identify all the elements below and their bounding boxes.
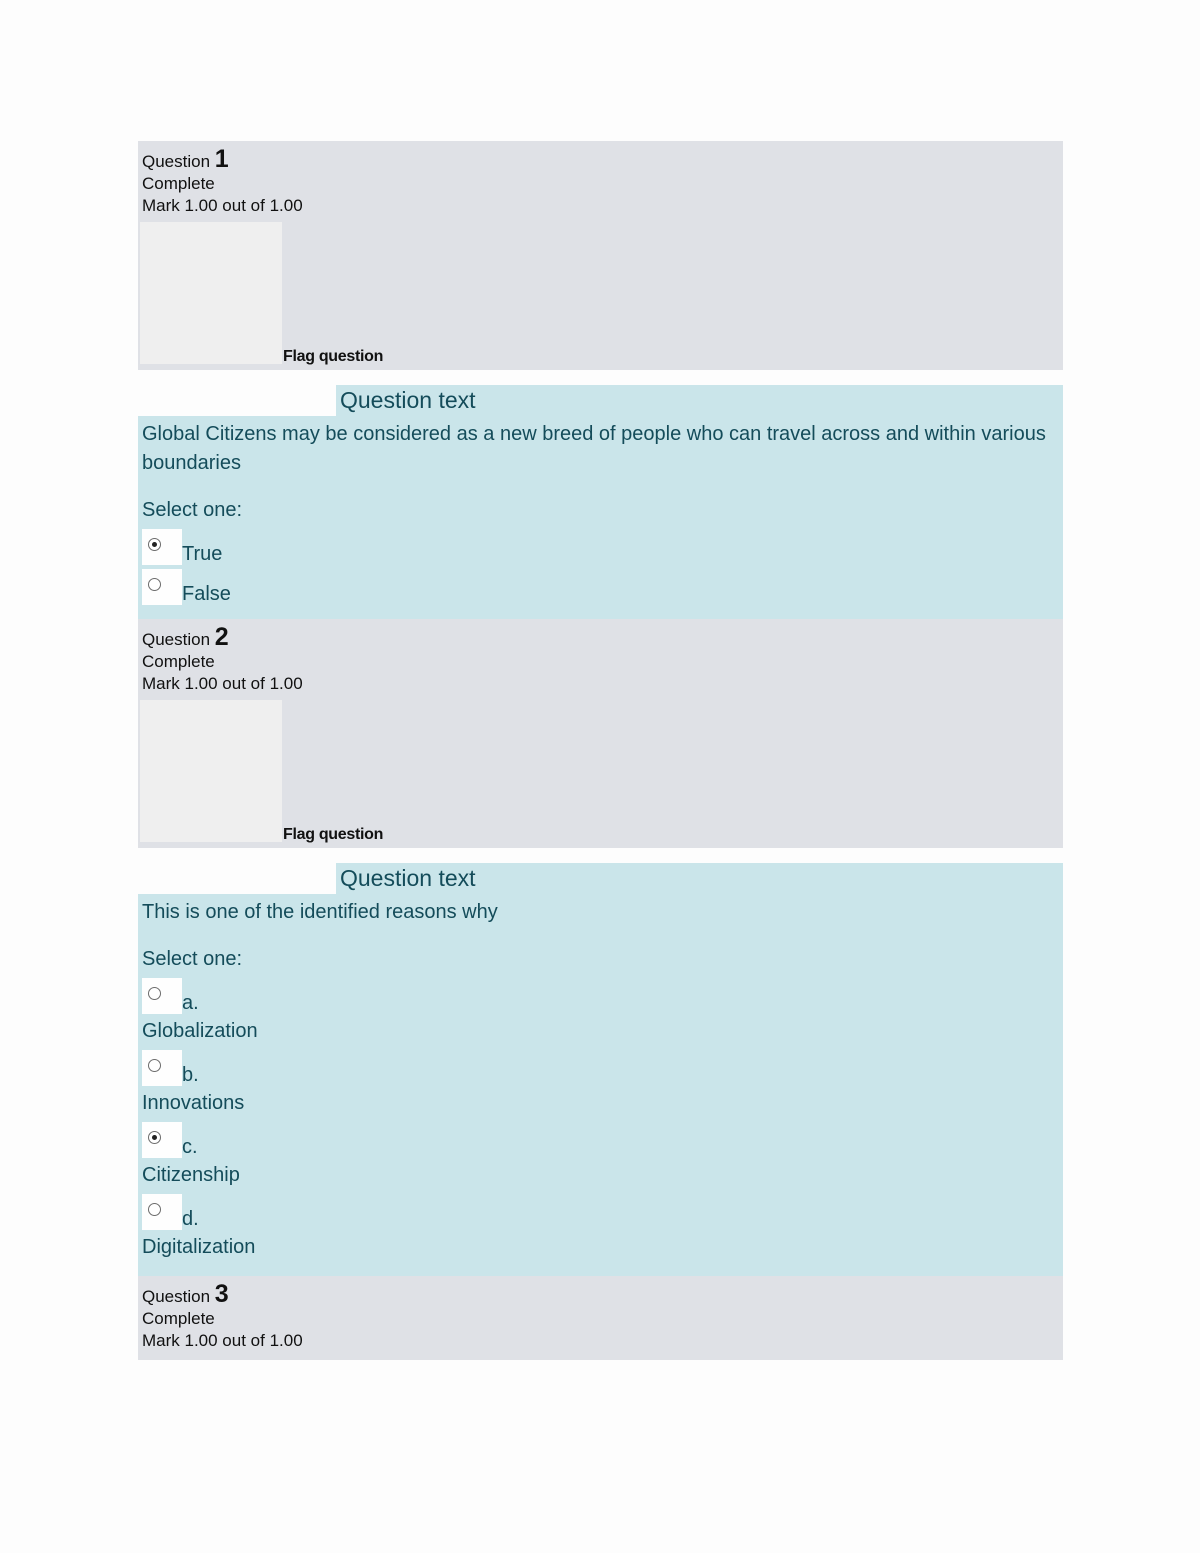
question-label: Question [142, 630, 211, 649]
flag-question-link[interactable]: Flag question [283, 826, 384, 843]
answer-option-text: Globalization [142, 1020, 258, 1042]
question-1-text-header [138, 385, 1063, 416]
answer-option-text: Innovations [142, 1092, 245, 1114]
radio-container [142, 1050, 182, 1086]
question-3-info [138, 1276, 1063, 1360]
flag-icon[interactable] [140, 700, 282, 842]
radio-button[interactable] [148, 1059, 161, 1072]
radio-button-checked[interactable] [148, 1131, 161, 1144]
question-prompt: This is one of the identified reasons why [142, 901, 498, 923]
answer-option-c[interactable] [142, 1120, 1059, 1160]
question-2-text-header [138, 863, 1063, 894]
question-state: Complete [142, 652, 215, 671]
radio-button-checked[interactable] [148, 538, 161, 551]
question-2-content [138, 894, 1063, 1276]
answer-option-label: True [182, 543, 223, 565]
answer-option-true[interactable] [142, 527, 1059, 567]
radio-container [142, 529, 182, 565]
radio-container [142, 569, 182, 605]
flag-icon[interactable] [140, 222, 282, 364]
select-one-label: Select one: [142, 499, 243, 521]
quiz-review [138, 141, 1063, 1360]
question-2-info [138, 619, 1063, 848]
question-text-heading: Question text [336, 863, 1063, 894]
question-number-value: 1 [214, 145, 229, 173]
radio-container [142, 978, 182, 1014]
answer-option-text: Citizenship [142, 1164, 240, 1186]
answer-option-d[interactable] [142, 1192, 1059, 1232]
flag-question-link[interactable]: Flag question [283, 348, 384, 365]
answer-option-letter: b. [182, 1064, 199, 1086]
answer-option-b[interactable] [142, 1048, 1059, 1088]
question-label: Question [142, 1287, 211, 1306]
radio-container [142, 1194, 182, 1230]
question-number [142, 1280, 1059, 1308]
question-number [142, 623, 1059, 651]
radio-button[interactable] [148, 987, 161, 1000]
select-one-label: Select one: [142, 948, 243, 970]
question-1-info [138, 141, 1063, 370]
question-grade: Mark 1.00 out of 1.00 [142, 196, 303, 215]
question-label: Question [142, 152, 211, 171]
question-1-content [138, 416, 1063, 619]
question-grade: Mark 1.00 out of 1.00 [142, 674, 303, 693]
answer-option-letter: c. [182, 1136, 198, 1158]
answer-option-text: Digitalization [142, 1236, 256, 1258]
question-number-value: 3 [214, 1280, 229, 1308]
radio-button[interactable] [148, 578, 161, 591]
radio-button[interactable] [148, 1203, 161, 1216]
answer-option-a[interactable] [142, 976, 1059, 1016]
question-number [142, 145, 1059, 173]
question-number-value: 2 [214, 623, 229, 651]
question-grade: Mark 1.00 out of 1.00 [142, 1331, 303, 1350]
question-state: Complete [142, 174, 215, 193]
question-state: Complete [142, 1309, 215, 1328]
answer-option-letter: d. [182, 1208, 199, 1230]
radio-container [142, 1122, 182, 1158]
answer-option-false[interactable] [142, 567, 1059, 607]
question-text-heading: Question text [336, 385, 1063, 416]
question-prompt: Global Citizens may be considered as a new breed of people who can travel across and within various boundaries [142, 423, 1046, 474]
answer-option-letter: a. [182, 992, 199, 1014]
answer-option-label: False [182, 583, 231, 605]
